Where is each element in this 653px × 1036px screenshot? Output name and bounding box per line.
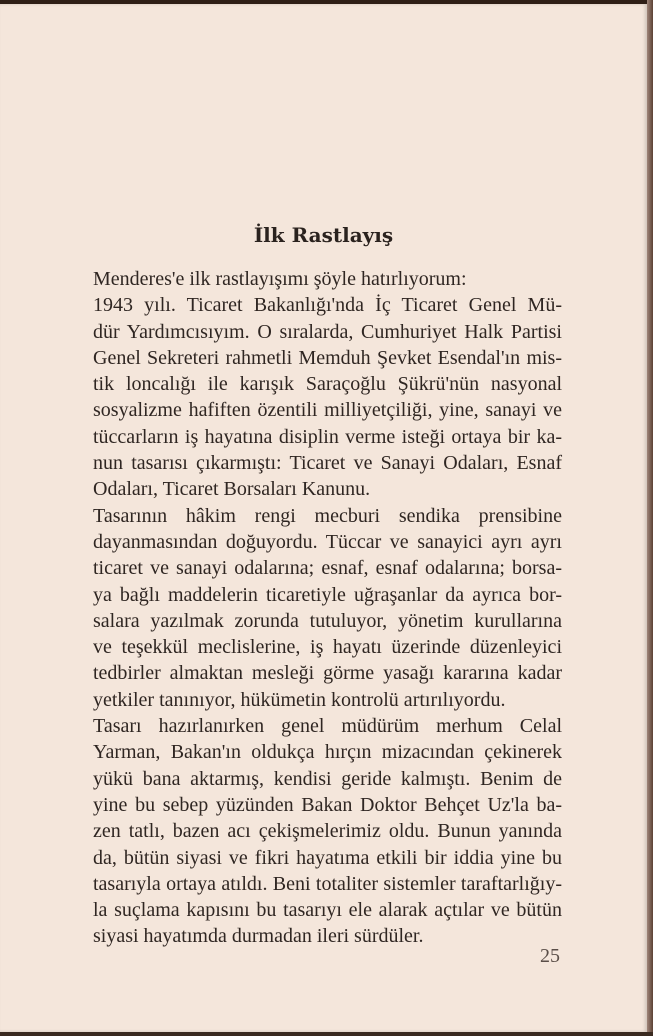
text-line: salara yazılmak zorunda tutuluyor, yönetim kurullarına [93,609,562,632]
text-line: tüccarların iş hayatına disiplin verme isteği ortaya bir ka- [93,425,562,448]
text-line: zen tatlı, bazen acı çekişmelerimiz oldu. Bunun yanında [93,820,562,843]
chapter-title: İlk Rastlayış [253,223,394,247]
page-edge-bottom [0,1032,653,1036]
page-number: 25 [540,945,560,967]
text-line: Odaları, Ticaret Borsaları Kanunu. [93,478,371,501]
text-line: yetkiler tanınıyor, hükümetin kontrolü artırılıyordu. [93,688,506,711]
text-line: nun tasarısı çıkarmıştı: Ticaret ve Sanayi Odaları, Esnaf [93,452,562,475]
body-text [93,266,562,950]
text-line: Menderes'e ilk rastlayışımı şöyle hatırlıyorum: [93,268,467,290]
text-line: sosyalizme hafiften özentili milliyetçiliği, yine, sanayi ve [93,399,562,422]
page-edge-right [647,0,653,1036]
text-line: yine bu sebep yüzünden Bakan Doktor Behçet Uz'la ba- [93,793,562,816]
text-line: Tasarının hâkim rengi mecburi sendika prensibine [93,504,562,527]
text-line: dür Yardımcısıyım. O sıralarda, Cumhuriyet Halk Partisi [93,320,562,343]
text-line: ticaret ve sanayi odalarına; esnaf, esnaf odalarına; borsa- [93,557,562,580]
text-line: tedbirler almaktan mesleği görme yasağı kararına kadar [93,662,562,685]
text-line: ya bağlı maddelerin ticaretiyle uğraşanlar da ayrıca bor- [93,583,562,606]
text-line: 1943 yılı. Ticaret Bakanlığı'nda İç Ticaret Genel Mü- [93,294,562,317]
text-line: Genel Sekreteri rahmetli Memduh Şevket Esendal'ın mis- [93,346,562,369]
text-line: yükü bana aktarmış, kendisi geride kalmıştı. Benim de [93,767,562,790]
text-line: ve teşekkül meclislerine, iş hayatı üzerinde düzenleyici [93,636,562,659]
book-page [0,4,647,1032]
text-line: la suçlama kapısını bu tasarıyı ele alarak açtılar ve bütün [93,899,562,922]
text-line: Yarman, Bakan'ın oldukça hırçın mizacından çekinerek [93,741,562,764]
text-line: da, bütün siyasi ve fikri hayatıma etkili bir iddia yine bu [93,846,562,869]
text-line: siyasi hayatımda durmadan ileri sürdüler. [93,925,424,948]
text-line: tik loncalığı ile karışık Saraçoğlu Şükrü'nün nasyonal [93,373,562,396]
text-line: tasarıyla ortaya atıldı. Beni totaliter sistemler taraftarlığıy- [93,872,562,895]
text-line: Tasarı hazırlanırken genel müdürüm merhum Celal [93,715,562,738]
text-line: dayanmasından doğuyordu. Tüccar ve sanayici ayrı ayrı [93,530,562,553]
